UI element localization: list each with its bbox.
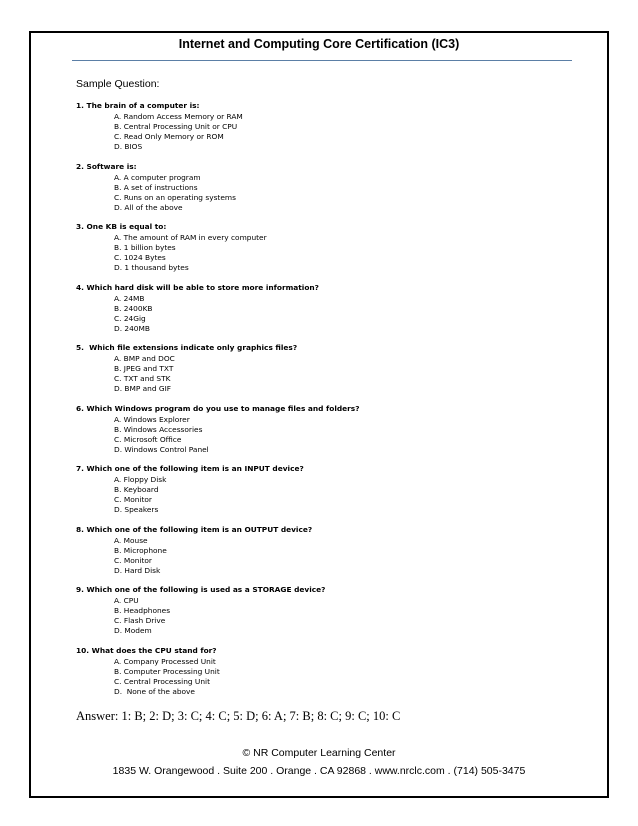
question-5 (76, 343, 596, 404)
option-a: A. Random Access Memory or RAM (114, 112, 243, 121)
answer-key: Answer: 1: B; 2: D; 3: C; 4: C; 5: D; 6: A; 7: B; 8: C; 9: C; 10: C (76, 709, 401, 723)
question-text: 1. The brain of a computer is: (76, 101, 200, 110)
option-d: D. All of the above (114, 202, 183, 212)
question-list (76, 101, 596, 706)
option-b: B. 2400KB (114, 303, 153, 313)
footer-copyright: © NR Computer Learning Center (242, 747, 396, 759)
page-title: Internet and Computing Core Certification (IC3) (178, 37, 460, 51)
option-a: A. 24MB (114, 293, 145, 303)
option-c: C. Central Processing Unit (114, 676, 210, 686)
question-text: 7. Which one of the following item is an INPUT device? (76, 464, 304, 473)
option-b: B. Windows Accessories (114, 424, 203, 434)
question-text: 10. What does the CPU stand for? (76, 645, 217, 655)
option-a: A. Company Processed Unit (114, 656, 216, 666)
option-a: A. The amount of RAM in every computer (114, 233, 267, 242)
option-c: C. Monitor (114, 495, 152, 505)
option-b: B. Central Processing Unit or CPU (114, 122, 238, 132)
option-b: B. 1 billion bytes (114, 243, 176, 253)
option-c: C. 1024 Bytes (114, 253, 166, 263)
option-d: D. 240MB (114, 323, 150, 333)
option-a: A. BMP and DOC (114, 354, 175, 363)
option-a: A. Floppy Disk (114, 475, 167, 484)
question-text: 2. Software is: (76, 161, 137, 171)
option-a: A. CPU (114, 596, 139, 605)
option-c: C. Microsoft Office (114, 434, 182, 444)
question-7 (76, 464, 596, 525)
question-1 (76, 101, 596, 162)
option-c: C. TXT and STK (114, 374, 171, 384)
option-b: B. JPEG and TXT (114, 364, 174, 374)
option-c: C. 24Gig (114, 313, 146, 323)
question-10 (76, 646, 596, 707)
option-a: A. Windows Explorer (114, 414, 190, 424)
option-d: D. Windows Control Panel (114, 444, 209, 454)
option-a: A. A computer program (114, 172, 201, 182)
question-text: 3. One KB is equal to: (76, 222, 167, 231)
question-2 (76, 162, 596, 223)
option-b: B. Computer Processing Unit (114, 666, 220, 676)
option-a: A. Mouse (114, 535, 148, 545)
question-text: 4. Which hard disk will be able to store more information? (76, 282, 319, 292)
option-d: D. BMP and GIF (114, 384, 172, 394)
question-text: 6. Which Windows program do you use to manage files and folders? (76, 403, 360, 413)
option-d: D. 1 thousand bytes (114, 263, 189, 273)
question-9 (76, 585, 596, 646)
option-b: B. Headphones (114, 606, 171, 616)
option-d: D. Speakers (114, 505, 159, 515)
option-c: C. Flash Drive (114, 616, 166, 626)
option-d: D. None of the above (114, 686, 195, 696)
option-b: B. A set of instructions (114, 182, 198, 192)
footer-address: 1835 W. Orangewood . Suite 200 . Orange . CA 92868 . www.nrclc.com . (714) 505-3475 (112, 765, 526, 777)
option-d: D. Hard Disk (114, 565, 161, 575)
title-divider (72, 60, 572, 61)
option-d: D. BIOS (114, 142, 143, 152)
option-d: D. Modem (114, 626, 152, 636)
question-6 (76, 404, 596, 465)
option-b: B. Microphone (114, 545, 167, 555)
option-b: B. Keyboard (114, 485, 159, 495)
intro-label: Sample Question: (76, 78, 160, 90)
question-3 (76, 222, 596, 283)
option-c: C. Runs on an operating systems (114, 192, 236, 202)
question-text: 5. Which file extensions indicate only graphics files? (76, 343, 298, 352)
question-text: 8. Which one of the following item is an OUTPUT device? (76, 524, 313, 534)
question-text: 9. Which one of the following is used as a STORAGE device? (76, 585, 326, 594)
option-c: C. Monitor (114, 555, 152, 565)
question-8 (76, 525, 596, 586)
option-c: C. Read Only Memory or ROM (114, 132, 224, 142)
question-4 (76, 283, 596, 344)
